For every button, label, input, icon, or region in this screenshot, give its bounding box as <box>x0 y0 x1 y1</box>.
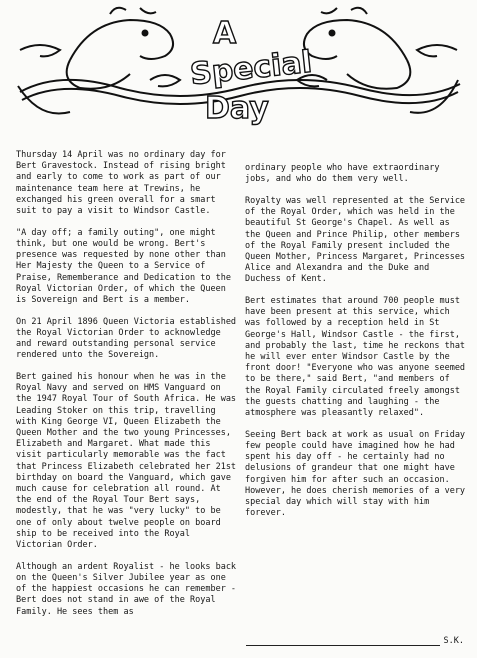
title-special: Special <box>188 44 314 93</box>
paragraph: On 21 April 1896 Queen Victoria established the Royal Victorian Order to acknowledge and reward outstanding personal service rendered unto the Sovereign. <box>16 316 237 361</box>
title-day: Day <box>205 91 269 126</box>
paragraph: Seeing Bert back at work as usual on Friday few people could have imagined how he had spent his day off - he certainly had no delusions of grandeur that one might have forgiven him for after such an occasion. However, he does cherish memories of a very special day which will stay with him forever. <box>245 429 466 519</box>
paragraph: Thursday 14 April was no ordinary day for Bert Gravestock. Instead of rising bright and early to come to work as part of our maintenance team here at Trewins, he exchanged his green overall for a smart suit to pay a visit to Windsor Castle. <box>16 150 226 217</box>
author-initials: S.K. <box>443 636 464 646</box>
paragraph: "A day off; a family outing", one might think, but one would be wrong. Bert's presence was requested by none other than Her Majesty the Queen to a Service of Praise, Rememberance and Dedication to the Royal Victorian Order, of which the Queen is Sovereign and Bert is a member. <box>16 227 231 305</box>
paragraph: Royalty was well represented at the Service of the Royal Order, which was held in the beautiful St George's Chapel. As well as the Queen and Prince Philip, other members of the Royal Family present included the Queen Mother, Princess Margaret, Princesses Alice and Alexandra and the Duke and Duchess of Kent. <box>245 195 466 285</box>
right-column <box>245 163 467 530</box>
title-a: A <box>213 16 237 51</box>
masthead <box>0 0 477 140</box>
paragraph: Bert gained his honour when he was in the Royal Navy and served on HMS Vanguard on the 1947 Royal Tour of South Africa. He was Leading Stoker on this trip, travelling with King George VI, Queen Elizabeth the Queen Mother and the two young Princesses, Elizabeth and Margaret. What made this visit particularly memorable was the fact that Princess Elizabeth celebrated her 21st birthday on board the Vanguard, which gave much cause for celebration all round. At the end of the Royal Tour Bert says, modestly, that he was "very lucky" to be one of only about twelve people on board ship to be received into the Royal Victorian Order. <box>16 371 237 550</box>
paragraph: Bert estimates that around 700 people must have been present at this service, which was followed by a reception held in St George's Hall, Windsor Castle - the first, and probably the last, time he reckons that he will ever enter Windsor Castle by the front door! "Everyone who was anyone seemed to be there," said Bert, "and members of the Royal Family circulated freely amongst the guests chatting and laughing - the atmosphere was pleasantly relaxed". <box>245 296 466 419</box>
signoff-rule <box>246 639 440 646</box>
paragraph: ordinary people who have extraordinary jobs, and who do them very well. <box>245 163 440 185</box>
paragraph: Although an ardent Royalist - he looks back on the Queen's Silver Jubilee year as one of the happiest occasions he can remember - Bert does not stand in awe of the Royal Family. He sees them as <box>16 561 237 617</box>
signoff <box>246 636 464 646</box>
left-column <box>16 150 238 628</box>
